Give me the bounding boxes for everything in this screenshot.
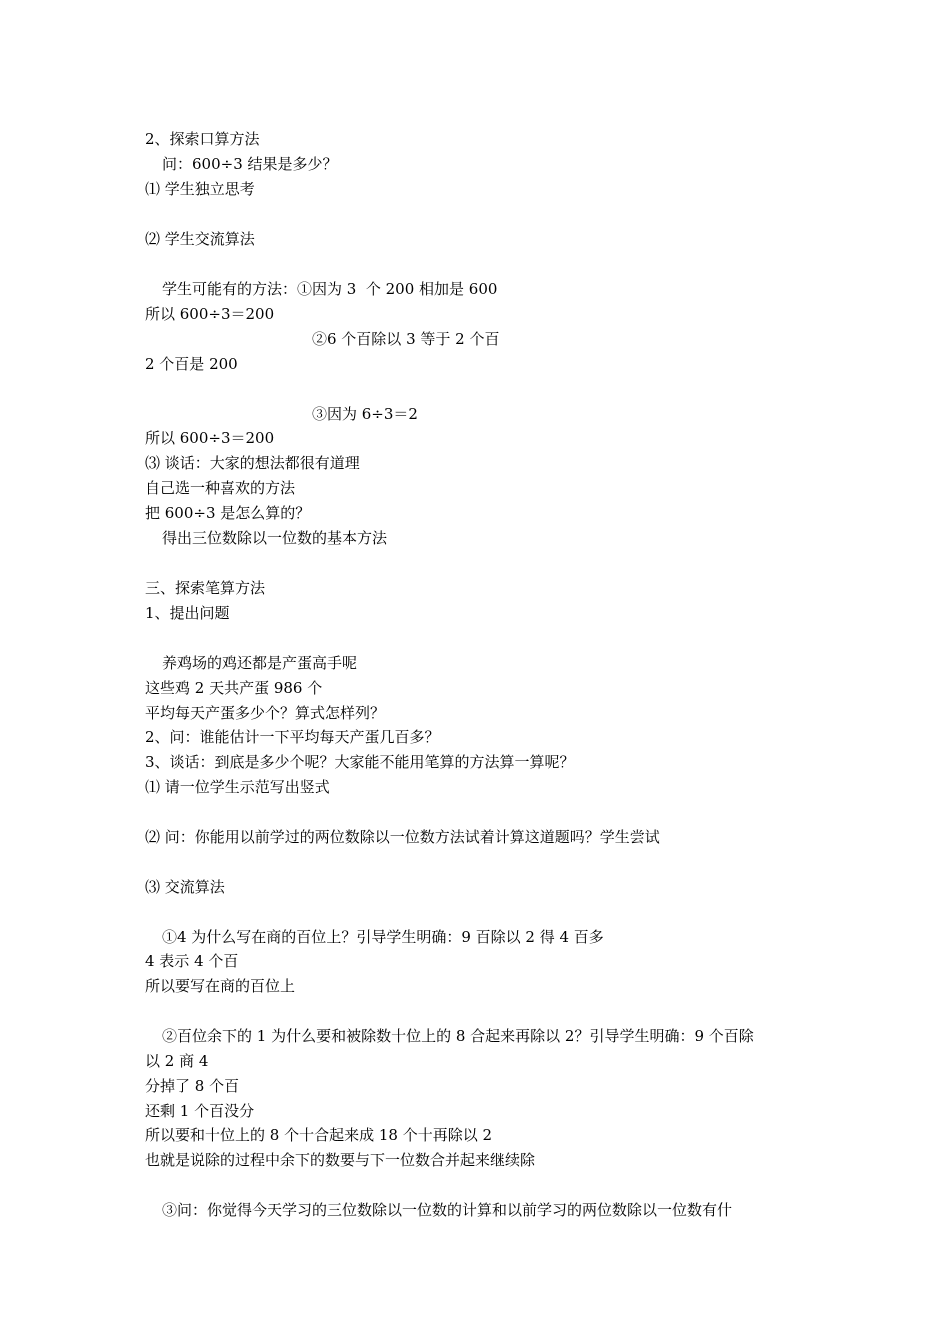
section-heading: 2、探索口算方法 bbox=[145, 130, 260, 148]
text-line: ⑶ 交流算法 bbox=[145, 878, 225, 896]
text-line: 2、问：谁能估计一下平均每天产蛋几百多？ bbox=[145, 728, 440, 746]
text-line: ⑶ 谈话：大家的想法都很有道理 bbox=[145, 454, 360, 472]
text-line: 养鸡场的鸡还都是产蛋高手呢 bbox=[162, 654, 358, 672]
text-line: ⑴ 学生独立思考 bbox=[145, 180, 255, 198]
text-line: ③问：你觉得今天学习的三位数除以一位数的计算和以前学习的两位数除以一位数有什 bbox=[162, 1201, 733, 1219]
text-line: ⑵ 问：你能用以前学过的两位数除以一位数方法试着计算这道题吗？学生尝试 bbox=[145, 828, 660, 846]
text-line: ①4 为什么写在商的百位上？引导学生明确：9 百除以 2 得 4 百多 bbox=[162, 928, 604, 946]
text-line: 分掉了 8 个百 bbox=[145, 1077, 240, 1095]
text-line: 4 表示 4 个百 bbox=[145, 952, 239, 970]
section-heading: 三、探索笔算方法 bbox=[145, 579, 266, 597]
text-line: 还剩 1 个百没分 bbox=[145, 1102, 255, 1120]
text-line: 所以 600÷3＝200 bbox=[145, 305, 275, 323]
text-line: 问：600÷3 结果是多少？ bbox=[162, 155, 338, 173]
text-line: ⑵ 学生交流算法 bbox=[145, 230, 255, 248]
text-line: ②百位余下的 1 为什么要和被除数十位上的 8 合起来再除以 2？引导学生明确：9 个百除 bbox=[162, 1027, 754, 1045]
text-line: 这些鸡 2 天共产蛋 986 个 bbox=[145, 679, 323, 697]
text-line: 得出三位数除以一位数的基本方法 bbox=[162, 529, 388, 547]
text-line: 把 600÷3 是怎么算的？ bbox=[145, 504, 311, 522]
text-line: 也就是说除的过程中余下的数要与下一位数合并起来继续除 bbox=[145, 1151, 536, 1169]
text-line: 所以 600÷3＝200 bbox=[145, 429, 275, 447]
text-line: 3、谈话：到底是多少个呢？大家能不能用笔算的方法算一算呢？ bbox=[145, 753, 575, 771]
text-line: 学生可能有的方法：①因为 3 个 200 相加是 600 bbox=[162, 280, 498, 298]
text-line: ③因为 6÷3＝2 bbox=[312, 405, 418, 423]
text-line: 自己选一种喜欢的方法 bbox=[145, 479, 296, 497]
subsection-heading: 1、提出问题 bbox=[145, 604, 230, 622]
text-line: 所以要写在商的百位上 bbox=[145, 977, 296, 995]
text-line: 2 个百是 200 bbox=[145, 355, 238, 373]
text-line: 平均每天产蛋多少个？算式怎样列？ bbox=[145, 704, 386, 722]
text-line: ②6 个百除以 3 等于 2 个百 bbox=[312, 330, 500, 348]
text-line: 以 2 商 4 bbox=[145, 1052, 209, 1070]
text-line: 所以要和十位上的 8 个十合起来成 18 个十再除以 2 bbox=[145, 1126, 493, 1144]
text-line: ⑴ 请一位学生示范写出竖式 bbox=[145, 778, 330, 796]
